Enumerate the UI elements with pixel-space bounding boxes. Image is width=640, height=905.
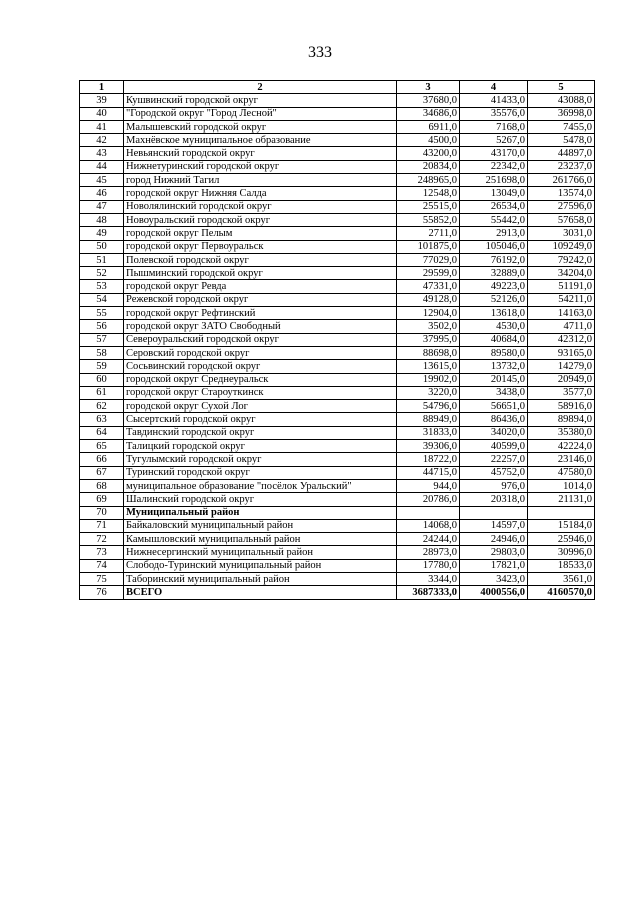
column-header: 5 [528, 81, 595, 94]
municipality-name: Малышевский городской округ [124, 120, 397, 133]
table-row [80, 453, 595, 466]
column-header: 1 [80, 81, 124, 94]
value-col-3: 4500,0 [397, 134, 460, 147]
row-number: 55 [80, 307, 124, 320]
value-col-3: 47331,0 [397, 280, 460, 293]
municipality-name: Серовский городской округ [124, 346, 397, 359]
municipality-name: Талицкий городской округ [124, 440, 397, 453]
value-col-5: 15184,0 [528, 519, 595, 532]
value-col-5: 109249,0 [528, 240, 595, 253]
municipality-name: городской округ Староуткинск [124, 386, 397, 399]
value-col-3: 25515,0 [397, 200, 460, 213]
municipality-name: городской округ Нижняя Салда [124, 187, 397, 200]
value-col-3: 20834,0 [397, 160, 460, 173]
table-row [80, 333, 595, 346]
row-number: 39 [80, 94, 124, 107]
value-col-3: 44715,0 [397, 466, 460, 479]
municipality-name: Нижнетуринский городской округ [124, 160, 397, 173]
value-col-4: 3438,0 [460, 386, 528, 399]
value-col-3: 13615,0 [397, 360, 460, 373]
value-col-3: 24244,0 [397, 533, 460, 546]
table-row [80, 120, 595, 133]
value-col-4: 3423,0 [460, 572, 528, 585]
municipality-name: городской округ Сухой Лог [124, 400, 397, 413]
table-row [80, 426, 595, 439]
value-col-5: 54211,0 [528, 293, 595, 306]
municipality-name: городской округ Рефтинский [124, 307, 397, 320]
value-col-5: 79242,0 [528, 253, 595, 266]
table-row [80, 240, 595, 253]
municipality-name: городской округ Пелым [124, 227, 397, 240]
value-col-3: 3502,0 [397, 320, 460, 333]
value-col-3: 77029,0 [397, 253, 460, 266]
row-number: 44 [80, 160, 124, 173]
municipality-name: Таборинский муниципальный район [124, 572, 397, 585]
value-col-5: 7455,0 [528, 120, 595, 133]
value-col-5: 1014,0 [528, 479, 595, 492]
value-col-5: 25946,0 [528, 533, 595, 546]
table-row [80, 280, 595, 293]
municipality-name: Пышминский городской округ [124, 267, 397, 280]
value-col-5: 14279,0 [528, 360, 595, 373]
page-number: 333 [308, 44, 332, 61]
municipality-name: Североуральский городской округ [124, 333, 397, 346]
value-col-3: 37995,0 [397, 333, 460, 346]
value-col-5: 20949,0 [528, 373, 595, 386]
value-col-3: 20786,0 [397, 493, 460, 506]
value-col-5: 27596,0 [528, 200, 595, 213]
municipality-name: Тугулымский городской округ [124, 453, 397, 466]
value-col-3: 6911,0 [397, 120, 460, 133]
value-col-3: 39306,0 [397, 440, 460, 453]
table-row [80, 466, 595, 479]
value-col-5: 4711,0 [528, 320, 595, 333]
section-row [80, 506, 595, 519]
municipality-name: Новоуральский городской округ [124, 213, 397, 226]
value-col-3: 3344,0 [397, 572, 460, 585]
municipality-name: Туринский городской округ [124, 466, 397, 479]
value-col-4: 2913,0 [460, 227, 528, 240]
row-number: 73 [80, 546, 124, 559]
value-col-3: 18722,0 [397, 453, 460, 466]
table-row [80, 174, 595, 187]
value-col-3: 34686,0 [397, 107, 460, 120]
table-row [80, 546, 595, 559]
value-col-4: 35576,0 [460, 107, 528, 120]
table-row [80, 346, 595, 359]
row-number: 59 [80, 360, 124, 373]
value-col-5: 42312,0 [528, 333, 595, 346]
value-col-3 [397, 506, 460, 519]
municipality-name: Камышловский муниципальный район [124, 533, 397, 546]
municipality-name: Кушвинский городской округ [124, 94, 397, 107]
row-number: 61 [80, 386, 124, 399]
municipality-name: Сысертский городской округ [124, 413, 397, 426]
table-row [80, 187, 595, 200]
value-col-5: 51191,0 [528, 280, 595, 293]
row-number: 56 [80, 320, 124, 333]
value-col-3: 49128,0 [397, 293, 460, 306]
value-col-3: 101875,0 [397, 240, 460, 253]
municipality-name: Режевской городской округ [124, 293, 397, 306]
value-col-3: 3220,0 [397, 386, 460, 399]
value-col-4: 34020,0 [460, 426, 528, 439]
value-col-3: 12548,0 [397, 187, 460, 200]
row-number: 45 [80, 174, 124, 187]
value-col-4: 22257,0 [460, 453, 528, 466]
municipality-name: "Городской округ "Город Лесной" [124, 107, 397, 120]
value-col-5: 261766,0 [528, 174, 595, 187]
municipality-name: ВСЕГО [124, 586, 397, 599]
value-col-5: 43088,0 [528, 94, 595, 107]
row-number: 41 [80, 120, 124, 133]
value-col-5: 4160570,0 [528, 586, 595, 599]
value-col-5: 3577,0 [528, 386, 595, 399]
value-col-4: 29803,0 [460, 546, 528, 559]
municipality-name: Тавдинский городской округ [124, 426, 397, 439]
value-col-4: 5267,0 [460, 134, 528, 147]
value-col-3: 31833,0 [397, 426, 460, 439]
value-col-4: 7168,0 [460, 120, 528, 133]
value-col-4: 76192,0 [460, 253, 528, 266]
table-row [80, 134, 595, 147]
value-col-5: 35380,0 [528, 426, 595, 439]
row-number: 71 [80, 519, 124, 532]
table-row [80, 227, 595, 240]
value-col-4: 22342,0 [460, 160, 528, 173]
value-col-5: 57658,0 [528, 213, 595, 226]
table-row [80, 293, 595, 306]
value-col-4: 13049,0 [460, 187, 528, 200]
table-row [80, 213, 595, 226]
table-row [80, 360, 595, 373]
table-row [80, 94, 595, 107]
value-col-4: 55442,0 [460, 213, 528, 226]
table-row [80, 400, 595, 413]
value-col-5: 47580,0 [528, 466, 595, 479]
value-col-4 [460, 506, 528, 519]
value-col-3: 88949,0 [397, 413, 460, 426]
municipality-name: городской округ Ревда [124, 280, 397, 293]
value-col-4: 20145,0 [460, 373, 528, 386]
value-col-4: 32889,0 [460, 267, 528, 280]
row-number: 64 [80, 426, 124, 439]
value-col-5: 13574,0 [528, 187, 595, 200]
value-col-4: 14597,0 [460, 519, 528, 532]
row-number: 40 [80, 107, 124, 120]
table-row [80, 307, 595, 320]
column-header: 2 [124, 81, 397, 94]
value-col-4: 4530,0 [460, 320, 528, 333]
value-col-5: 5478,0 [528, 134, 595, 147]
row-number: 54 [80, 293, 124, 306]
value-col-5: 44897,0 [528, 147, 595, 160]
value-col-4: 52126,0 [460, 293, 528, 306]
row-number: 72 [80, 533, 124, 546]
table-header-row [80, 81, 595, 94]
municipality-name: городской округ ЗАТО Свободный [124, 320, 397, 333]
value-col-4: 105046,0 [460, 240, 528, 253]
municipality-name: городской округ Первоуральск [124, 240, 397, 253]
table-row [80, 160, 595, 173]
table-row [80, 413, 595, 426]
column-header: 3 [397, 81, 460, 94]
row-number: 68 [80, 479, 124, 492]
row-number: 62 [80, 400, 124, 413]
column-header: 4 [460, 81, 528, 94]
value-col-5: 89894,0 [528, 413, 595, 426]
value-col-3: 17780,0 [397, 559, 460, 572]
value-col-5: 3561,0 [528, 572, 595, 585]
value-col-4: 4000556,0 [460, 586, 528, 599]
row-number: 42 [80, 134, 124, 147]
row-number: 66 [80, 453, 124, 466]
value-col-5: 34204,0 [528, 267, 595, 280]
value-col-5: 58916,0 [528, 400, 595, 413]
budget-table [79, 80, 595, 600]
table-row [80, 320, 595, 333]
row-number: 70 [80, 506, 124, 519]
value-col-5: 21131,0 [528, 493, 595, 506]
row-number: 49 [80, 227, 124, 240]
table-row [80, 107, 595, 120]
table-row [80, 572, 595, 585]
row-number: 51 [80, 253, 124, 266]
value-col-3: 54796,0 [397, 400, 460, 413]
table-row [80, 386, 595, 399]
table-row [80, 267, 595, 280]
row-number: 47 [80, 200, 124, 213]
municipality-name: Махнёвское муниципальное образование [124, 134, 397, 147]
value-col-5: 42224,0 [528, 440, 595, 453]
table-row [80, 253, 595, 266]
value-col-4: 251698,0 [460, 174, 528, 187]
table-row [80, 533, 595, 546]
value-col-4: 13618,0 [460, 307, 528, 320]
row-number: 67 [80, 466, 124, 479]
table-row [80, 440, 595, 453]
row-number: 57 [80, 333, 124, 346]
value-col-3: 43200,0 [397, 147, 460, 160]
table-row [80, 479, 595, 492]
table-row [80, 200, 595, 213]
value-col-3: 28973,0 [397, 546, 460, 559]
table-row [80, 559, 595, 572]
table-row [80, 147, 595, 160]
row-number: 46 [80, 187, 124, 200]
row-number: 69 [80, 493, 124, 506]
value-col-4: 49223,0 [460, 280, 528, 293]
value-col-5: 30996,0 [528, 546, 595, 559]
value-col-4: 13732,0 [460, 360, 528, 373]
municipality-name: город Нижний Тагил [124, 174, 397, 187]
row-number: 65 [80, 440, 124, 453]
value-col-3: 14068,0 [397, 519, 460, 532]
municipality-name: Невьянский городской округ [124, 147, 397, 160]
value-col-4: 20318,0 [460, 493, 528, 506]
row-number: 53 [80, 280, 124, 293]
row-number: 48 [80, 213, 124, 226]
value-col-5: 18533,0 [528, 559, 595, 572]
municipality-name: Нижнесергинский муниципальный район [124, 546, 397, 559]
municipality-name: Муниципальный район [124, 506, 397, 519]
value-col-5 [528, 506, 595, 519]
municipality-name: муниципальное образование "посёлок Уральский" [124, 479, 397, 492]
municipality-name: Шалинский городской округ [124, 493, 397, 506]
value-col-3: 248965,0 [397, 174, 460, 187]
value-col-4: 41433,0 [460, 94, 528, 107]
value-col-4: 26534,0 [460, 200, 528, 213]
row-number: 50 [80, 240, 124, 253]
value-col-5: 23237,0 [528, 160, 595, 173]
table-row [80, 519, 595, 532]
table-row [80, 493, 595, 506]
municipality-name: Слободо-Туринский муниципальный район [124, 559, 397, 572]
value-col-5: 93165,0 [528, 346, 595, 359]
value-col-4: 43170,0 [460, 147, 528, 160]
value-col-4: 40599,0 [460, 440, 528, 453]
row-number: 60 [80, 373, 124, 386]
value-col-3: 944,0 [397, 479, 460, 492]
value-col-4: 24946,0 [460, 533, 528, 546]
municipality-name: городской округ Среднеуральск [124, 373, 397, 386]
total-row [80, 586, 595, 599]
value-col-3: 3687333,0 [397, 586, 460, 599]
value-col-4: 89580,0 [460, 346, 528, 359]
value-col-3: 12904,0 [397, 307, 460, 320]
value-col-4: 17821,0 [460, 559, 528, 572]
value-col-3: 37680,0 [397, 94, 460, 107]
value-col-5: 23146,0 [528, 453, 595, 466]
value-col-4: 40684,0 [460, 333, 528, 346]
row-number: 58 [80, 346, 124, 359]
table-row [80, 373, 595, 386]
row-number: 43 [80, 147, 124, 160]
row-number: 74 [80, 559, 124, 572]
value-col-5: 14163,0 [528, 307, 595, 320]
value-col-4: 976,0 [460, 479, 528, 492]
value-col-5: 36998,0 [528, 107, 595, 120]
row-number: 75 [80, 572, 124, 585]
value-col-4: 86436,0 [460, 413, 528, 426]
value-col-3: 88698,0 [397, 346, 460, 359]
row-number: 63 [80, 413, 124, 426]
value-col-5: 3031,0 [528, 227, 595, 240]
value-col-4: 45752,0 [460, 466, 528, 479]
value-col-3: 29599,0 [397, 267, 460, 280]
municipality-name: Новолялинский городской округ [124, 200, 397, 213]
row-number: 76 [80, 586, 124, 599]
row-number: 52 [80, 267, 124, 280]
value-col-4: 56651,0 [460, 400, 528, 413]
municipality-name: Полевской городской округ [124, 253, 397, 266]
municipality-name: Байкаловский муниципальный район [124, 519, 397, 532]
value-col-3: 19902,0 [397, 373, 460, 386]
value-col-3: 55852,0 [397, 213, 460, 226]
value-col-3: 2711,0 [397, 227, 460, 240]
municipality-name: Сосьвинский городской округ [124, 360, 397, 373]
